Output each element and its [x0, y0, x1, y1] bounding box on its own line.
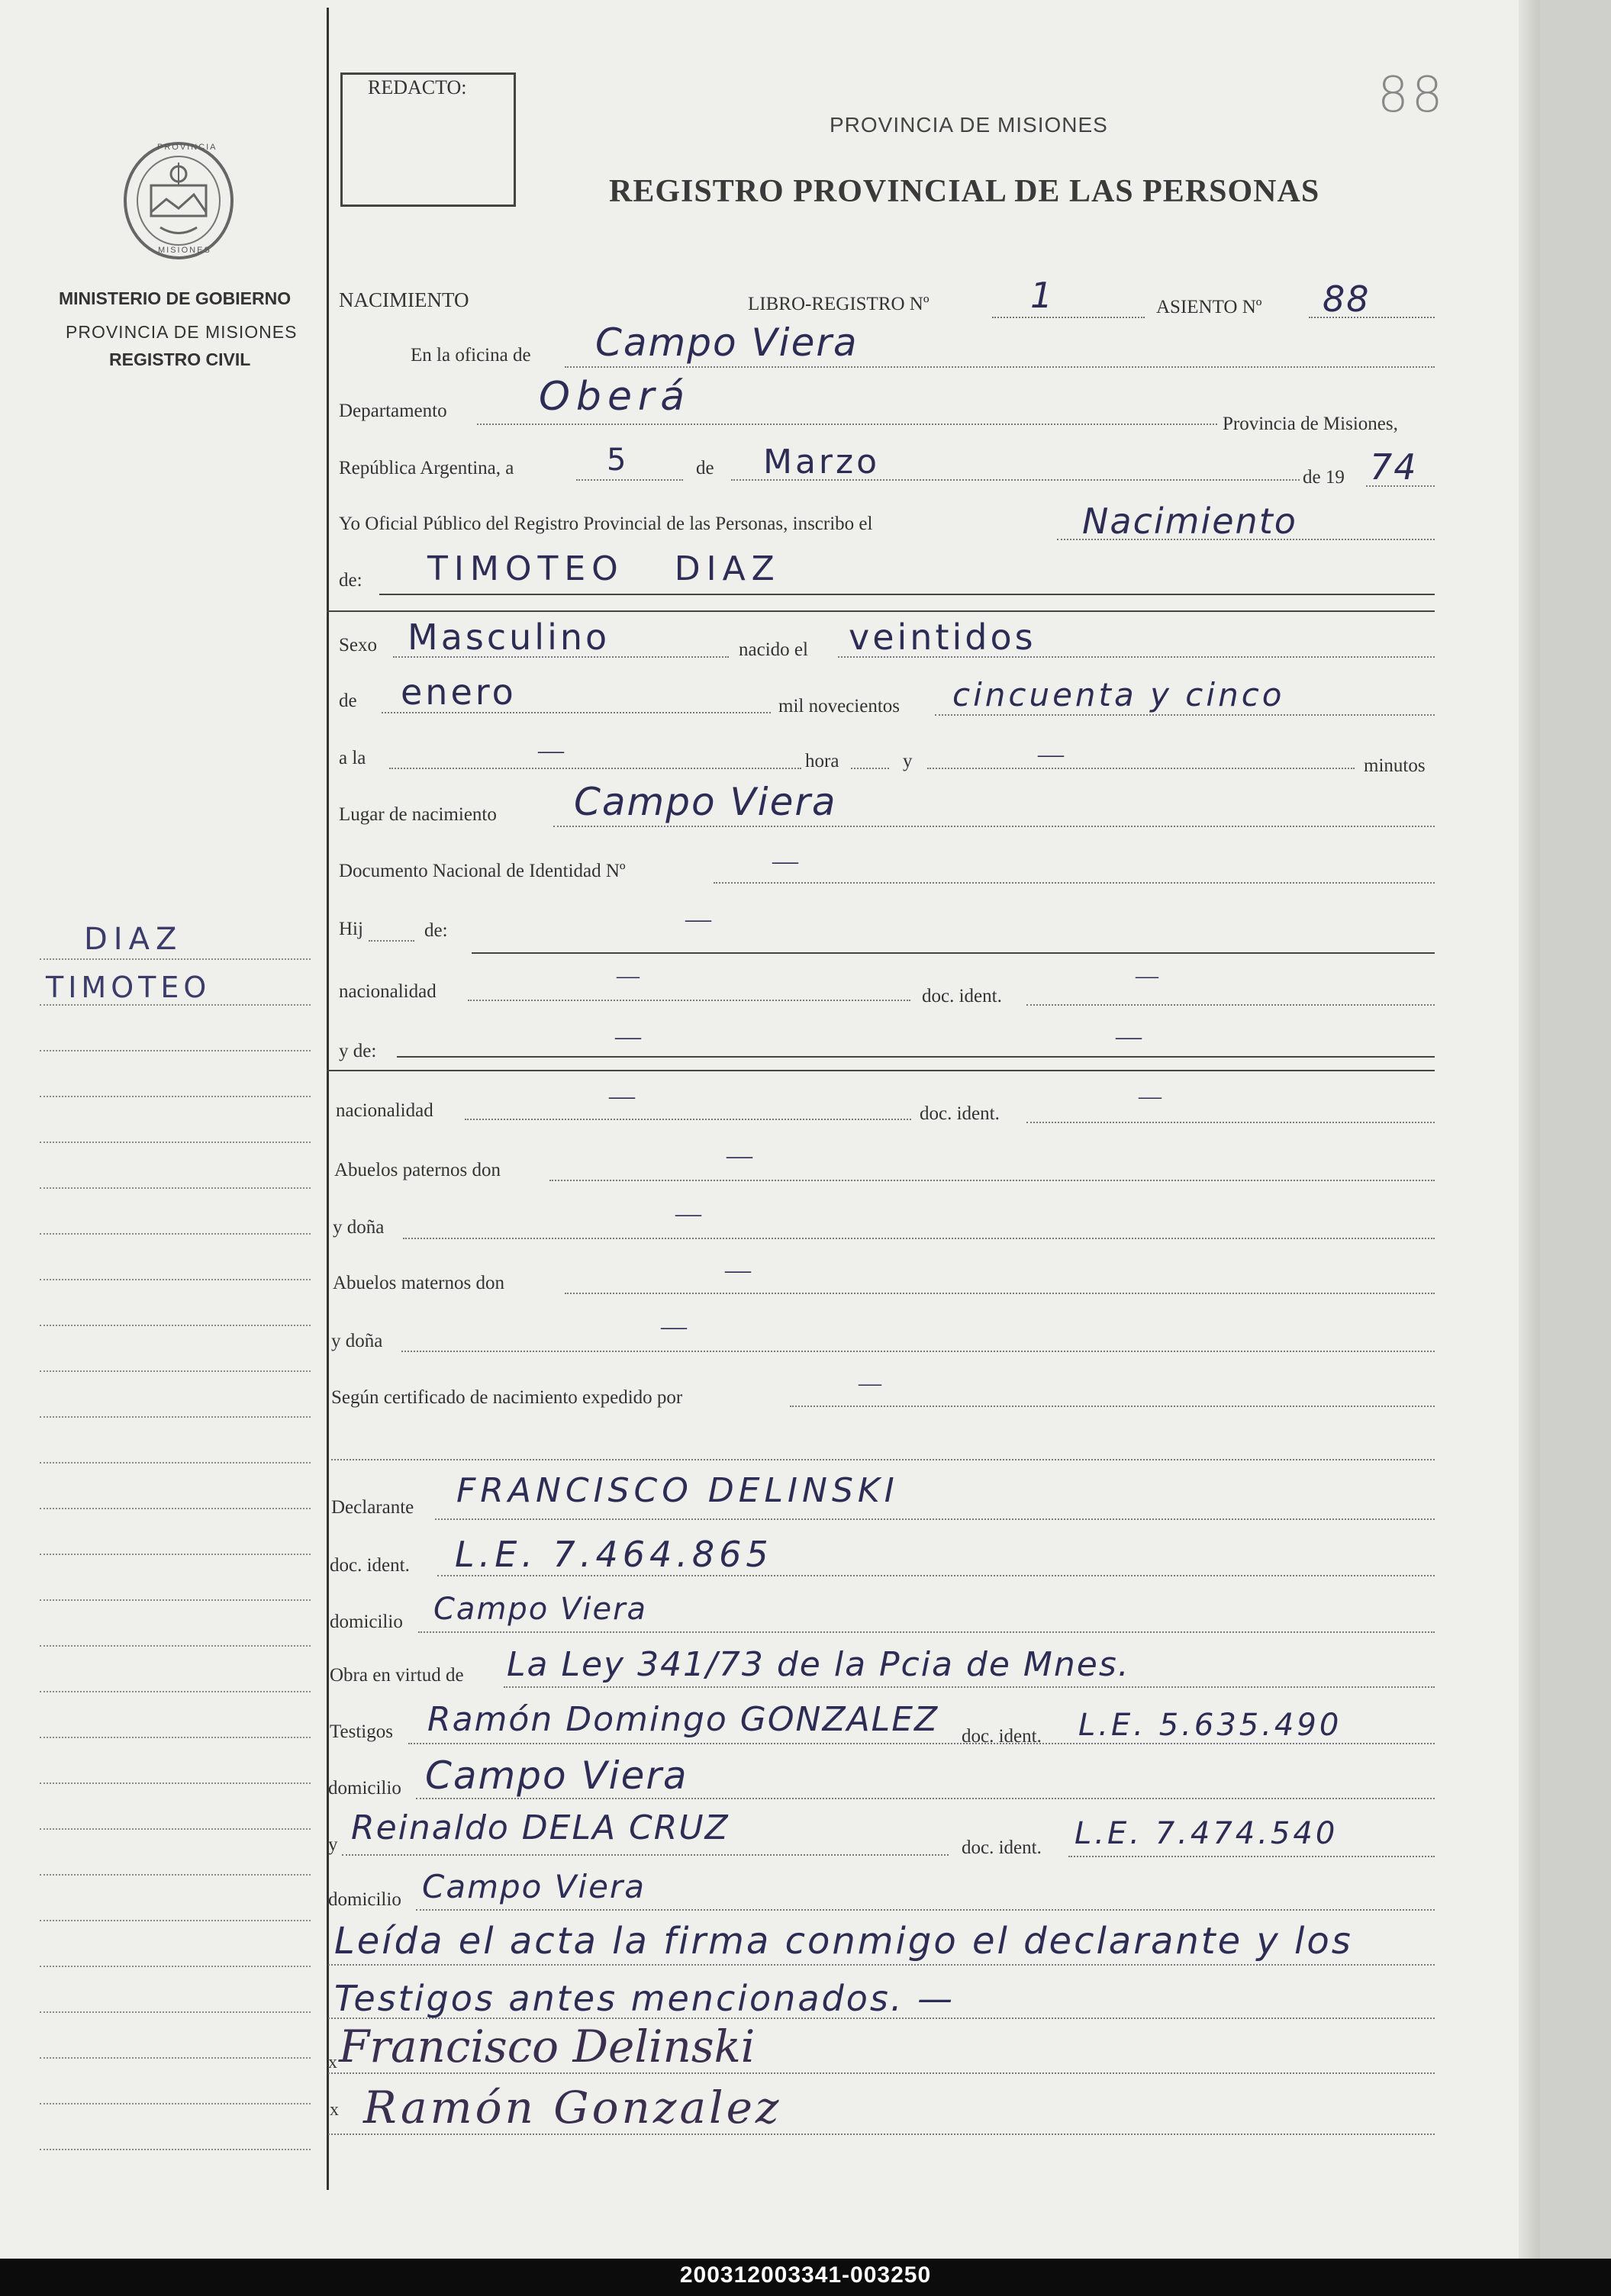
margin-line: [40, 1233, 311, 1235]
nacimiento-label: NACIMIENTO: [339, 288, 469, 311]
certificado-line-2: [331, 1459, 1435, 1460]
oficina-line: [565, 366, 1435, 368]
hora-dash: —: [538, 736, 564, 765]
declarante-label: Declarante: [331, 1497, 414, 1518]
margin-line: [40, 1325, 311, 1326]
firma2-signature: Ramón Gonzalez: [363, 2082, 782, 2133]
departamento-label: Departamento: [339, 401, 447, 421]
domicilio3-value: Campo Viera: [422, 1868, 646, 1905]
dia-value: 5: [607, 443, 628, 478]
doc-declarante-line: [437, 1575, 1435, 1576]
leida-line-1-text: Leída el acta la firma conmigo el declarante y los: [334, 1920, 1353, 1963]
anio-nac-line: [935, 714, 1435, 716]
margin-line: [40, 1096, 311, 1097]
doc-declarante-value: L.E. 7.464.865: [455, 1534, 773, 1575]
footer-id: 200312003341-003250: [679, 2262, 932, 2288]
madre-doc-dash: —: [1116, 1022, 1142, 1051]
de3-label: de: [339, 691, 357, 711]
seal-bottom-text: MISIONES: [158, 246, 211, 255]
certificado-dash: —: [859, 1370, 881, 1396]
abuelos-pat-line: [549, 1180, 1435, 1181]
abuelos-mat-dash: —: [725, 1256, 751, 1284]
firma2-x: x: [330, 2100, 339, 2120]
nacionalidad1-label: nacionalidad: [339, 981, 437, 1002]
hij-de-label: de:: [424, 920, 448, 941]
seal-top-text: PROVINCIA: [157, 143, 217, 152]
margin-line: [40, 1599, 311, 1601]
lugar-value: Campo Viera: [574, 780, 837, 824]
testigo1-value: Ramón Domingo GONZALEZ: [427, 1700, 939, 1739]
madre-dash: —: [615, 1022, 641, 1051]
margin-line: [40, 2057, 311, 2059]
ministry-label: MINISTERIO DE GOBIERNO: [59, 288, 292, 308]
libro-value: 1: [1030, 275, 1055, 316]
margin-line: [40, 1416, 311, 1418]
nacionalidad1-dash: —: [617, 963, 640, 988]
nacionalidad2-dash: —: [609, 1082, 635, 1110]
dia-line: [576, 479, 683, 481]
testigo1-doc-label: doc. ident.: [962, 1726, 1042, 1747]
asiento-value: 88: [1323, 279, 1371, 320]
madre-line: [397, 1056, 1435, 1058]
testigo1-doc-value: L.E. 5.635.490: [1078, 1708, 1342, 1743]
margin-name: TIMOTEO: [46, 971, 211, 1004]
margin-line: [40, 1920, 311, 1921]
nacido-value: veintidos: [849, 617, 1036, 658]
y-label: y: [903, 751, 913, 771]
obra-label: Obra en virtud de: [330, 1665, 464, 1686]
mil-label: mil novecientos: [778, 696, 900, 716]
anio-nac-value: cincuenta y cinco: [952, 676, 1285, 713]
section-rule: [327, 610, 1435, 612]
certificado-label: Según certificado de nacimiento expedido por: [331, 1387, 683, 1408]
page-edge: [1519, 0, 1540, 2259]
margin-line: [40, 1187, 311, 1189]
provincia-suffix: Provincia de Misiones,: [1223, 414, 1398, 434]
domicilio2-label: domicilio: [328, 1778, 401, 1798]
asiento-label: ASIENTO Nº: [1156, 297, 1262, 317]
firma-line-1: [328, 2072, 1435, 2074]
testigo2-doc-label: doc. ident.: [962, 1837, 1042, 1858]
testigos-label: Testigos: [330, 1721, 393, 1742]
margin-surname: DIAZ: [84, 922, 183, 957]
declarante-value: FRANCISCO DELINSKI: [456, 1471, 899, 1510]
leida-line-1: [328, 1964, 1435, 1966]
libro-label: LIBRO-REGISTRO Nº: [748, 294, 930, 314]
margin-line: [40, 1874, 311, 1876]
ministry-civil: REGISTRO CIVIL: [109, 349, 251, 369]
yde-label: y de:: [339, 1041, 377, 1061]
margin-line: [40, 2011, 311, 2013]
ydona1-line: [403, 1238, 1435, 1239]
padre-line: [472, 952, 1435, 954]
obra-line: [504, 1686, 1435, 1688]
margin-line: [40, 1050, 311, 1051]
dni-line: [714, 882, 1435, 884]
leida-line-2-text: Testigos antes mencionados. —: [334, 1978, 955, 2019]
docident2-line: [1026, 1122, 1435, 1123]
doc-declarante-label: doc. ident.: [330, 1555, 410, 1576]
domicilio2-line: [416, 1798, 1435, 1799]
nacionalidad2-line: [465, 1119, 911, 1120]
departamento-value: Oberá: [539, 374, 691, 420]
page-number: 88: [1377, 67, 1446, 124]
inscribo-value: Nacimiento: [1082, 501, 1297, 542]
nacionalidad2-label: nacionalidad: [336, 1100, 433, 1121]
margin-line: [40, 958, 311, 960]
ydona1-dash: —: [675, 1200, 701, 1228]
oficina-label: En la oficina de: [411, 345, 531, 365]
docident2-label: doc. ident.: [920, 1103, 1000, 1124]
form-left-rule: [327, 8, 329, 2190]
hora-label: hora: [805, 751, 839, 771]
anio-prefix: de 19: [1303, 467, 1345, 488]
abuelos-pat-label: Abuelos paternos don: [334, 1160, 501, 1180]
mes-value: Marzo: [763, 443, 881, 481]
margin-line: [40, 1645, 311, 1647]
misiones-seal: [121, 140, 237, 262]
margin-line: [40, 1966, 311, 1967]
obra-value: La Ley 341/73 de la Pcia de Mnes.: [507, 1645, 1130, 1684]
margin-line: [40, 1782, 311, 1784]
de2-label: de:: [339, 570, 362, 591]
margin-line: [40, 2103, 311, 2104]
abuelos-mat-label: Abuelos maternos don: [333, 1273, 504, 1293]
testigo2-value: Reinaldo DELA CRUZ: [351, 1808, 730, 1847]
republica-label: República Argentina, a: [339, 458, 514, 478]
domicilio3-label: domicilio: [328, 1889, 401, 1910]
anio-value: 74: [1370, 446, 1418, 488]
margin-line: [40, 1691, 311, 1692]
abuelos-pat-dash: —: [727, 1142, 752, 1170]
docident2-dash: —: [1139, 1084, 1162, 1109]
testigo2-line: [342, 1854, 949, 1856]
de-label: de: [696, 458, 714, 478]
ministry-province: PROVINCIA DE MISIONES: [66, 322, 298, 342]
margin-line: [40, 1737, 311, 1738]
ydona2-line: [401, 1351, 1435, 1352]
minutos-dash: —: [1038, 740, 1064, 768]
header-registry: REGISTRO PROVINCIAL DE LAS PERSONAS: [609, 174, 1320, 209]
domicilio1-value: Campo Viera: [433, 1592, 648, 1627]
nombre-line: [379, 594, 1435, 595]
mes-nac-value: enero: [401, 671, 517, 713]
sexo-label: Sexo: [339, 635, 377, 655]
dni-label: Documento Nacional de Identidad Nº: [339, 861, 626, 881]
nacido-label: nacido el: [739, 639, 808, 660]
inscribo-label: Yo Oficial Público del Registro Provincial de las Personas, inscribo el: [339, 514, 873, 534]
docident1-label: doc. ident.: [922, 986, 1002, 1006]
nombre-value: TIMOTEO DIAZ: [427, 549, 781, 588]
docident1-dash: —: [1136, 963, 1158, 988]
ydona2-dash: —: [661, 1312, 687, 1341]
docident1-line: [1026, 1004, 1435, 1006]
minutos-line: [927, 768, 1355, 769]
domicilio2-value: Campo Viera: [425, 1753, 688, 1798]
testigo2-doc-value: L.E. 7.474.540: [1075, 1816, 1339, 1851]
margin-line: [40, 1554, 311, 1555]
hora-line: [389, 768, 801, 769]
lugar-label: Lugar de nacimiento: [339, 804, 497, 825]
libro-line: [992, 317, 1145, 318]
hij-line: [369, 940, 414, 942]
oficina-value: Campo Viera: [595, 320, 859, 365]
margin-line: [40, 1370, 311, 1372]
header-province: PROVINCIA DE MISIONES: [830, 113, 1108, 137]
margin-line: [40, 1828, 311, 1830]
ydona1-label: y doña: [333, 1217, 385, 1238]
domicilio1-line: [418, 1631, 1435, 1633]
lugar-line: [553, 826, 1435, 827]
ydona2-label: y doña: [331, 1331, 383, 1351]
domicilio1-label: domicilio: [330, 1612, 403, 1632]
declarante-line: [435, 1518, 1435, 1520]
ala-label: a la: [339, 748, 366, 768]
margin-line: [40, 2149, 311, 2150]
dni-dash: —: [772, 847, 798, 875]
departamento-line: [477, 423, 1217, 425]
margin-line: [40, 1004, 311, 1006]
padre-dash: —: [685, 905, 711, 933]
hij-label: Hij: [339, 919, 363, 939]
firma1-signature: Francisco Delinski: [339, 2021, 756, 2072]
redacto-label: REDACTO:: [368, 76, 467, 98]
abuelos-mat-line: [565, 1293, 1435, 1294]
minutos-label: minutos: [1364, 755, 1426, 776]
sexo-value: Masculino: [408, 617, 611, 658]
certificado-line: [790, 1406, 1435, 1407]
margin-line: [40, 1508, 311, 1509]
domicilio3-line: [416, 1909, 1435, 1911]
firma1-x: x: [328, 2053, 337, 2072]
hora-dots: [851, 768, 889, 769]
testigo2-doc-line: [1068, 1856, 1435, 1857]
firma-line-2: [328, 2133, 1435, 2135]
section-rule: [327, 1070, 1435, 1071]
margin-line: [40, 1142, 311, 1143]
nacionalidad1-line: [468, 1000, 910, 1001]
margin-line: [40, 1279, 311, 1280]
margin-line: [40, 1462, 311, 1464]
testigos-line: [408, 1743, 1435, 1744]
y2-label: y: [328, 1834, 338, 1855]
